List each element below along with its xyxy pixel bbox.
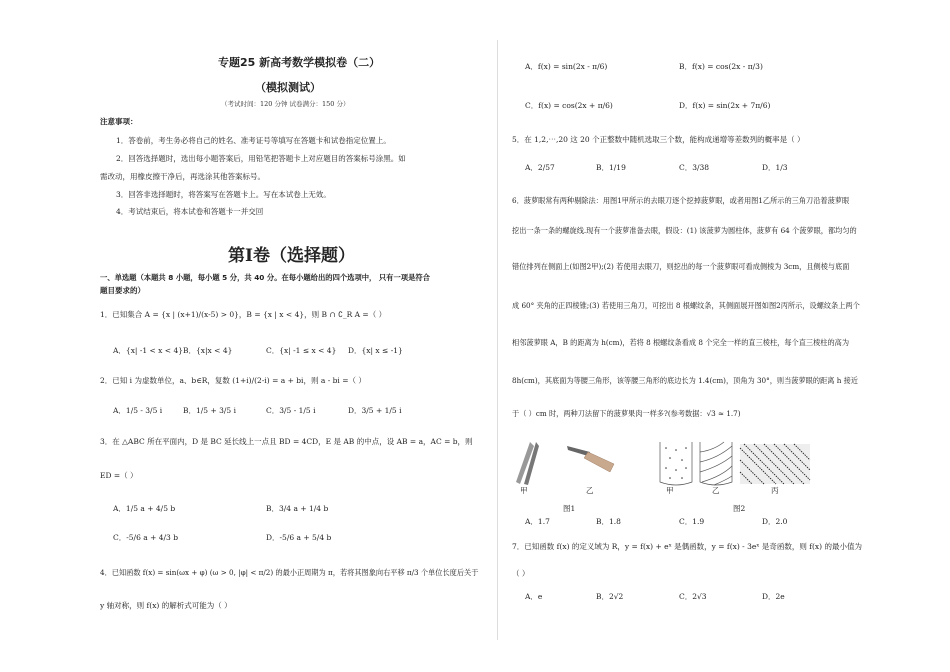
question-1: 1．已知集合 A = {x | (x+1)/(x-5) > 0}，B = {x | x < 4}，则 B ∩ ∁_R A =（ ） (100, 310, 387, 319)
fig1-label-yi: 乙 (586, 486, 594, 495)
question-2: 2．已知 i 为虚数单位，a、b∈R，复数 (1+i)/(2-i) = a + bi，则 a - bi =（ ） (100, 376, 366, 385)
q6-option-d: D．2.0 (762, 517, 788, 526)
question-6: 6．菠萝眼常有两种剔除法：用图1甲所示的去眼刀逐个挖掉菠萝眼，或者用图1乙所示的三角刀沿着菠萝眼 (512, 196, 850, 205)
section-heading-cont: 题目要求的） (100, 286, 145, 295)
question-6-line: 8h(cm)，其底面为等腰三角形，该等腰三角形的底边长为 1.4(cm)，顶角为 30°，则当菠萝眼的距离 h 接近 (512, 376, 858, 385)
pineapple-diagrams (658, 438, 818, 490)
fig1-label-jia: 甲 (520, 486, 528, 495)
q1-option-b: B．{x|x < 4} (183, 346, 233, 355)
question-6-line: 错位排列在侧面上(如图2甲);(2) 若使用去眼刀，则挖出的每一个菠萝眼可看成侧棱为 3cm，且侧棱与底面 (512, 262, 850, 271)
notes-heading: 注意事项： (100, 117, 138, 126)
fig2-label-bing: 丙 (771, 486, 779, 495)
q4-option-b: B．f(x) = cos(2x - π/3) (679, 62, 763, 71)
q7-option-a: A．e (525, 592, 543, 601)
question-6-line: 挖出一条一条的螺旋线.现有一个菠萝准备去眼，假设：(1) 该菠萝为圆柱体，菠萝有 64 个菠萝眼，都均匀的 (512, 226, 857, 235)
note-item: 1．答卷前，考生务必将自己的姓名、准考证号等填写在答题卡和试卷指定位置上。 (116, 136, 391, 145)
question-4-cont: y 轴对称，则 f(x) 的解析式可能为（ ） (100, 601, 232, 610)
triangle-knife-image (567, 446, 614, 472)
exam-title: 专题25 新高考数学模拟卷（二） (218, 56, 381, 69)
question-4: 4．已知函数 f(x) = sin(ωx + φ) (ω > 0, |φ| < π/2) 的最小正周期为 π，若将其图象向右平移 π/3 个单位长度后关于 (100, 568, 479, 577)
q7-option-d: D．2e (762, 592, 785, 601)
q2-option-b: B．1/5 + 3/5 i (183, 406, 236, 415)
q5-option-b: B．1/19 (596, 163, 626, 172)
note-item: 2．回答选择题时，选出每小题答案后，用铅笔把答题卡上对应题目的答案标号涂黑。如 (116, 154, 406, 163)
column-divider (497, 40, 498, 640)
part-title: 第Ⅰ卷（选择题） (228, 246, 355, 266)
q6-option-b: B．1.8 (596, 517, 621, 526)
q1-option-a: A．{x| -1 < x < 4} (113, 346, 184, 355)
unrolled-surface-diagram (740, 444, 810, 484)
exam-subtitle: （模拟测试） (255, 81, 321, 94)
fig2-caption: 图2 (733, 504, 746, 513)
q7-option-c: C．2√3 (679, 592, 707, 601)
q3-option-a: A．1/5 a + 4/5 b (113, 504, 176, 513)
fig1-caption: 图1 (563, 504, 576, 513)
question-5: 5．在 1,2,⋯,20 这 20 个正整数中随机选取三个数，能构成递增等差数列的概率是（ ） (512, 135, 805, 144)
question-7: 7．已知函数 f(x) 的定义域为 R，y = f(x) + eˣ 是偶函数，y = f(x) - 3eˣ 是奇函数，则 f(x) 的最小值为 (512, 542, 862, 551)
q2-option-d: D．3/5 + 1/5 i (348, 406, 402, 415)
q4-option-a: A．f(x) = sin(2x - π/6) (525, 62, 608, 71)
question-6-line: 于（ ）cm 时，两种刀法留下的菠萝果肉一样多?(参考数据：√3 ≈ 1.7) (512, 409, 741, 418)
section-heading: 一、单选题（本题共 8 小题，每小题 5 分，共 40 分。在每小题给出的四个选项中， 只有一项是符合 (100, 273, 430, 282)
fig2-label-yi: 乙 (712, 486, 720, 495)
q3-option-d: D．-5/6 a + 5/4 b (266, 533, 332, 542)
q4-option-d: D．f(x) = sin(2x + 7π/6) (679, 101, 771, 110)
cylinder-dots-diagram (660, 442, 692, 485)
q3-option-b: B．3/4 a + 1/4 b (266, 504, 329, 513)
note-item: 3．回答非选择题时，将答案写在答题卡上。写在本试卷上无效。 (116, 190, 331, 199)
question-6-line: 成 60° 夹角的正四棱锥;(3) 若使用三角刀，可挖出 8 根螺纹条，其侧面展开图如图2丙所示，设螺纹条上两个 (512, 301, 860, 310)
q5-option-a: A．2/57 (525, 163, 555, 172)
fig2-label-jia: 甲 (666, 486, 674, 495)
q7-option-b: B．2√2 (596, 592, 624, 601)
q1-option-c: C．{x| -1 ≤ x < 4} (266, 346, 337, 355)
q6-option-a: A．1.7 (525, 517, 550, 526)
q4-option-c: C．f(x) = cos(2x + π/6) (525, 101, 613, 110)
eye-remover-tweezers-image (516, 442, 539, 485)
q6-option-c: C．1.9 (679, 517, 705, 526)
exam-info: （考试时间：120 分钟 试卷满分：150 分） (221, 100, 350, 108)
question-6-line: 相邻菠萝眼 A，B 的距离为 h(cm)，若将 8 根螺纹条看成 8 个完全一样的直三棱柱，每个直三棱柱的高为 (512, 338, 850, 347)
q5-option-c: C．3/38 (679, 163, 710, 172)
note-item: 需改动，用橡皮擦干净后，再选涂其他答案标号。 (100, 172, 265, 181)
cylinder-spiral-diagram (700, 442, 732, 485)
q3-option-c: C．-5/6 a + 4/3 b (113, 533, 179, 542)
q1-option-d: D．{x| x ≤ -1} (348, 346, 403, 355)
q2-option-a: A．1/5 - 3/5 i (113, 406, 163, 415)
question-7-cont: （ ） (512, 569, 530, 578)
note-item: 4．考试结束后，将本试卷和答题卡一并交回 (116, 207, 264, 216)
question-3: 3．在 △ABC 所在平面内，D 是 BC 延长线上一点且 BD = 4CD，E 是 AB 的中点，设 AB = a，AC = b，则 (100, 437, 473, 446)
pineapple-knife-images (512, 438, 622, 490)
q5-option-d: D．1/3 (762, 163, 788, 172)
question-3-cont: ED =（ ） (100, 471, 138, 480)
q2-option-c: C．3/5 - 1/5 i (266, 406, 316, 415)
